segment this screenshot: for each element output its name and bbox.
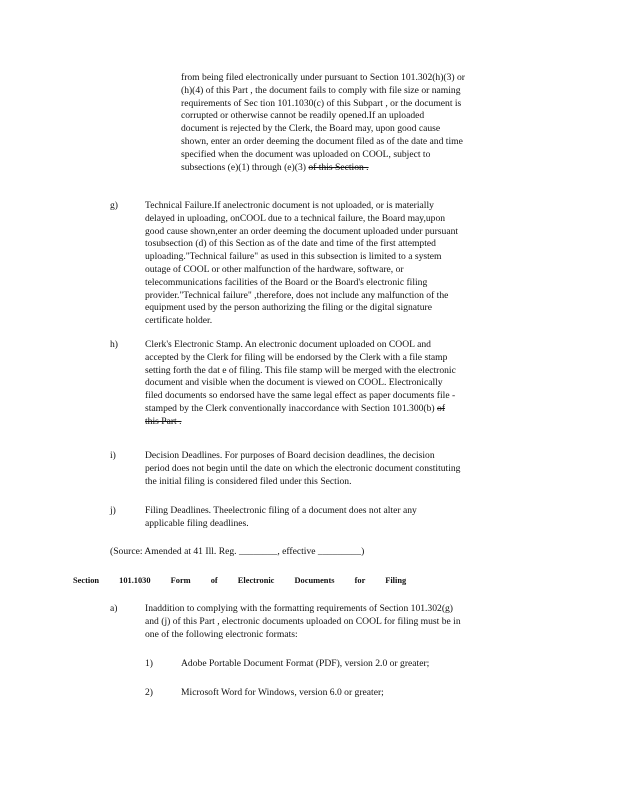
item-line: filed documents so endorsed have the same legal effect as paper documents file - [145,390,456,402]
item-marker-a: a) [110,603,118,614]
item-marker-g: g) [110,200,118,211]
item-line: Decision Deadlines. For purposes of Board decision deadlines, the decision [145,450,435,461]
item-line: tosubsection (d) of this Section as of the date and time of the first attempted [145,238,436,250]
item-line: this Part . [145,415,182,427]
item-line: telecommunications facilities of the Board or the Board's electronic filing [145,276,428,288]
item-marker-i: i) [110,450,116,461]
item-line: the initial filing is considered filed under this Section. [145,475,352,487]
section-heading: Section 101.1030 Form of Electronic Documents for Filing [73,576,407,585]
item-line: Clerk's Electronic Stamp. An electronic document uploaded on COOL and [145,339,431,350]
intro-line: from being filed electronically under pursuant to Section 101.302(h)(3) or [181,72,465,83]
item-marker-j: j) [110,505,116,516]
item-line: one of the following electronic formats: [145,628,298,640]
item-line: Inaddition to complying with the formatting requirements of Section 101.302(g) [145,603,454,614]
item-line: applicable filing deadlines. [145,517,249,529]
intro-line: corrupted or otherwise cannot be readily opened.If an uploaded [181,110,425,122]
item-j-paragraph [145,505,540,531]
source-note: (Source: Amended at 41 Ill. Reg. ________, effective _________) [110,546,365,557]
item-g-paragraph [145,200,540,328]
item-line: Technical Failure.If anelectronic document is not uploaded, or is materially [145,200,434,211]
intro-line: shown, enter an order deeming the document filed as of the date and time [181,135,463,147]
item-line: and (j) of this Part , electronic documents uploaded on COOL for filing must be in [145,615,461,627]
struck-text: of this Section . [308,161,369,173]
subitem-marker-1: 1) [145,658,153,669]
subitem-marker-2: 2) [145,687,153,698]
item-h-paragraph [145,339,540,429]
item-line: good cause shown,enter an order deeming the document uploaded under pursuant [145,225,459,237]
item-line: certificate holder. [145,315,213,327]
item-i-paragraph [145,450,540,488]
item-line: period does not begin until the date on which the electronic document constituting [145,462,461,474]
intro-line: document is rejected by the Clerk, the Board may, upon good cause [181,123,441,135]
intro-paragraph [181,72,541,174]
item-line: outage of COOL or other malfunction of the hardware, software, or [145,263,404,275]
item-line: accepted by the Clerk for filing will be endorsed by the Clerk with a file stamp [145,351,448,363]
item-line: Filing Deadlines. Theelectronic filing of a document does not alter any [145,505,417,516]
intro-line: requirements of Sec tion 101.1030(c) of this Subpart , or the document is [181,97,462,109]
item-line: stamped by the Clerk conventionally inaccordance with Section 101.300(b) of [145,402,446,414]
subitem-2-text: Microsoft Word for Windows, version 6.0 or greater; [181,687,384,698]
intro-line-last: subsections (e)(1) through (e)(3) of this Section . [181,161,369,173]
item-line: equipment used by the person authorizing the filing or the digital signature [145,302,432,314]
intro-line: specified when the document was uploaded on COOL, subject to [181,148,431,160]
item-line: document and visible when the document is viewed on COOL. Electronically [145,377,443,389]
subitem-1-text: Adobe Portable Document Format (PDF), version 2.0 or greater; [181,658,430,669]
intro-line: (h)(4) of this Part , the document fails to comply with file size or naming [181,84,461,96]
struck-text: of [437,402,446,414]
item-line: uploading."Technical failure" as used in this subsection is limited to a system [145,251,442,263]
item-marker-h: h) [110,339,118,350]
item-line: provider."Technical failure" ,therefore, does not include any malfunction of the [145,289,449,301]
item-line: delayed in uploading, onCOOL due to a technical failure, the Board may,upon [145,212,446,224]
item-line: setting forth the dat e of filing. This file stamp will be merged with the electronic [145,364,456,376]
item-a-paragraph [145,603,540,641]
